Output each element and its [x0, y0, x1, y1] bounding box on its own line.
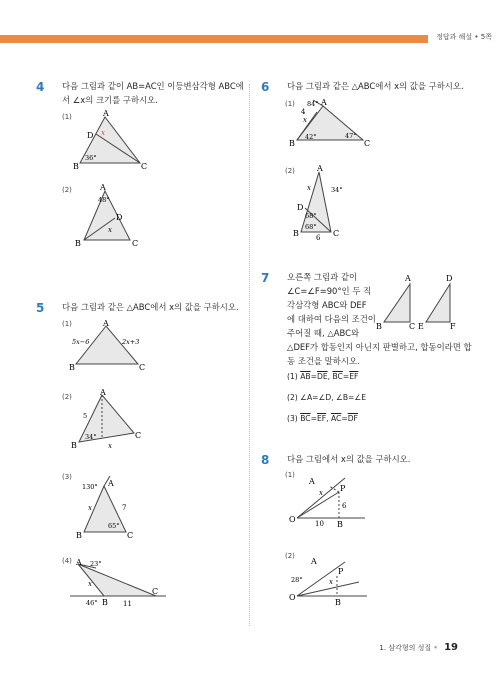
q5-sub3: (3) — [62, 473, 72, 481]
q5-figure-1 — [66, 318, 161, 372]
q4-sub2: (2) — [62, 186, 72, 194]
q4-f2-label-B: B — [75, 239, 81, 248]
q5-f2-label-C: C — [135, 431, 142, 440]
q8-figure-1 — [285, 470, 375, 535]
q5-f1-label-A: A — [103, 319, 109, 328]
q5-figure-2 — [66, 388, 161, 450]
q4-f1-label-D: D — [87, 131, 94, 140]
q6-figure-2 — [285, 162, 380, 244]
q8-sub2: (2) — [285, 552, 295, 560]
column-divider — [249, 84, 250, 626]
q7-label-A: A — [405, 274, 411, 283]
q6-f2-six: 6 — [316, 234, 321, 242]
q6-f1-angle2: 42° — [305, 133, 317, 141]
q8-f2-label-O: O — [289, 593, 296, 602]
q8-f2-angle: 28° — [291, 576, 303, 584]
q5-f4-label-x: x — [88, 580, 92, 588]
q7-cond1: (1) $\overline{AB}=\overline{DE}$, $\overline{BC}=\overline{EF}$ — [287, 372, 359, 381]
q6-sub1: (1) — [285, 100, 295, 108]
q6-f1-angle3: 47° — [345, 132, 357, 140]
q8-f1-label-A: A — [309, 477, 315, 486]
q7-label-B: B — [376, 322, 382, 331]
q5-f2-angle: 34° — [85, 433, 97, 441]
footer — [379, 642, 458, 653]
q7-label-E: E — [418, 322, 424, 331]
q7-line-6: 동 조건을 말하시오. — [287, 356, 360, 366]
q5-f4-label-C: C — [152, 587, 159, 596]
q6-f2-label-B: B — [293, 229, 299, 238]
q8-sub1: (1) — [285, 471, 295, 479]
q6-figure-1 — [285, 96, 380, 152]
q5-f4-angle2: 46° — [86, 599, 98, 607]
q7-cond2: (2) ∠A=∠D, ∠B=∠E — [287, 393, 367, 402]
q4-line1: 다음 그림과 같이 AB=AC인 이등변삼각형 ABC에 — [62, 81, 244, 91]
q7-line-3: 에 대하여 다음의 조건이 — [287, 314, 376, 324]
q5-sub2: (2) — [62, 393, 72, 401]
q6-f2-label-D: D — [297, 203, 304, 212]
q6-f1-label-C: C — [364, 139, 371, 148]
q5-sub1: (1) — [62, 320, 72, 328]
q4-figure-1 — [70, 108, 160, 173]
q8-figure-2 — [285, 552, 375, 610]
q7-label-F: F — [450, 322, 456, 331]
q6-f1-label-x: x — [303, 116, 307, 124]
q7-line-1: ∠C=∠F=90°인 두 직 — [287, 286, 372, 296]
q4-f1-angle: 36° — [85, 154, 97, 162]
header-tag: 정답과 해설 • 5쪽 — [428, 31, 500, 43]
q4-sub1: (1) — [62, 113, 72, 121]
q4-f1-label-A: A — [103, 109, 109, 118]
footer-section: 1. 삼각형의 성질 — [379, 644, 432, 652]
page-number: 19 — [444, 642, 458, 653]
q8-f1-label-x: x — [319, 489, 323, 497]
q8-f1-label-P: P — [340, 484, 346, 493]
q6-f2-angle3: 68° — [305, 223, 317, 231]
q8-f2-label-B: B — [335, 598, 341, 607]
q5-line1: 다음 그림과 같은 △ABC에서 x의 값을 구하시오. — [62, 302, 239, 312]
q7-line-5: △DEF가 합동인지 아닌지 판별하고, 합동이라면 합 — [287, 342, 472, 352]
q7-line-2: 각삼각형 ABC와 DEF — [287, 300, 367, 310]
q8-line1: 다음 그림에서 x의 값을 구하시오. — [287, 454, 411, 464]
q5-sub4: (4) — [62, 557, 72, 565]
q5-f4-label-A: A — [76, 558, 82, 567]
q5-f4-label-B: B — [102, 598, 108, 607]
q7-label-D: D — [446, 274, 453, 283]
q6-f1-label-A: A — [321, 98, 327, 107]
q5-f3-label-B: B — [76, 531, 82, 540]
q6-f2-label-x: x — [307, 184, 311, 192]
q4-line2: 서 ∠x의 크기를 구하시오. — [62, 95, 158, 105]
q4-figure-2 — [70, 182, 160, 248]
q7-figure — [374, 272, 464, 334]
q8-f2-label-x: x — [329, 578, 333, 586]
q5-f1-label-B: B — [69, 363, 75, 372]
q5-f1-label-C: C — [139, 363, 146, 372]
q7-label-C: C — [409, 322, 416, 331]
q6-f2-label-C: C — [333, 229, 340, 238]
q5-figure-3 — [66, 472, 161, 540]
q6-sub2: (2) — [285, 167, 295, 175]
q4-f2-label-C: C — [132, 239, 139, 248]
q6-f1-label-B: B — [289, 139, 295, 148]
q6-f2-angle2: 68° — [305, 212, 317, 220]
q5-f3-angle2: 65° — [108, 522, 120, 530]
q4-f2-label-x: x — [108, 226, 112, 234]
q8-f1-label-O: O — [289, 515, 296, 524]
header-bar — [0, 35, 500, 43]
q8-f1-six: 6 — [342, 502, 347, 510]
q4-text — [62, 79, 250, 107]
q6-f2-angle1: 34° — [331, 186, 343, 194]
q5-f4-eleven: 11 — [123, 600, 132, 608]
q4-f1-label-x: x — [101, 129, 105, 137]
q5-f2-label-x: x — [108, 442, 112, 450]
q7-line-0: 오른쪽 그림과 같이 — [287, 272, 358, 282]
q7-line-4: 주어질 때, △ABC와 — [287, 328, 360, 338]
q5-f4-angle1: 23° — [90, 560, 102, 568]
q6-f2-label-A: A — [317, 164, 323, 173]
q5-f2-label-B: B — [71, 441, 77, 450]
q8-f2-label-P: P — [338, 567, 344, 576]
footer-bullet: • — [433, 644, 438, 652]
q4-f1-label-B: B — [73, 162, 79, 171]
q4-f2-angle: 48° — [98, 196, 110, 204]
q5-f3-label-C: C — [127, 531, 134, 540]
q4-f2-label-A: A — [100, 183, 106, 192]
q7-cond3: (3) $\overline{BC}=\overline{EF}$, $\overline{AC}=\overline{DF}$ — [287, 414, 358, 423]
q5-f3-label-A: A — [108, 479, 114, 488]
q4-number: 4 — [36, 80, 45, 94]
q4-f1-label-C: C — [141, 162, 148, 171]
q5-number: 5 — [36, 301, 45, 315]
q6-f1-angle1: 84° — [307, 100, 319, 108]
q5-f2-side: 5 — [83, 412, 88, 420]
q6-number: 6 — [261, 80, 270, 94]
q5-f3-angle1: 130° — [82, 483, 98, 491]
q5-f1-left-side: 5x−6 — [72, 338, 90, 346]
q8-number: 8 — [261, 453, 270, 467]
q8-f2-label-A: A — [311, 557, 317, 566]
q5-f2-label-A: A — [100, 388, 106, 397]
q6-line1: 다음 그림과 같은 △ABC에서 x의 값을 구하시오. — [287, 81, 464, 91]
q7-number: 7 — [261, 271, 270, 285]
q6-f1-four: 4 — [301, 108, 306, 116]
q8-f1-label-B: B — [337, 520, 343, 529]
q5-f3-seven: 7 — [122, 504, 127, 512]
q4-f2-label-D: D — [116, 213, 123, 222]
q5-figure-4 — [66, 554, 171, 609]
q5-f1-right-side: 2x+3 — [122, 338, 140, 346]
q5-f3-label-x: x — [88, 504, 92, 512]
q8-f1-ten: 10 — [315, 520, 324, 528]
